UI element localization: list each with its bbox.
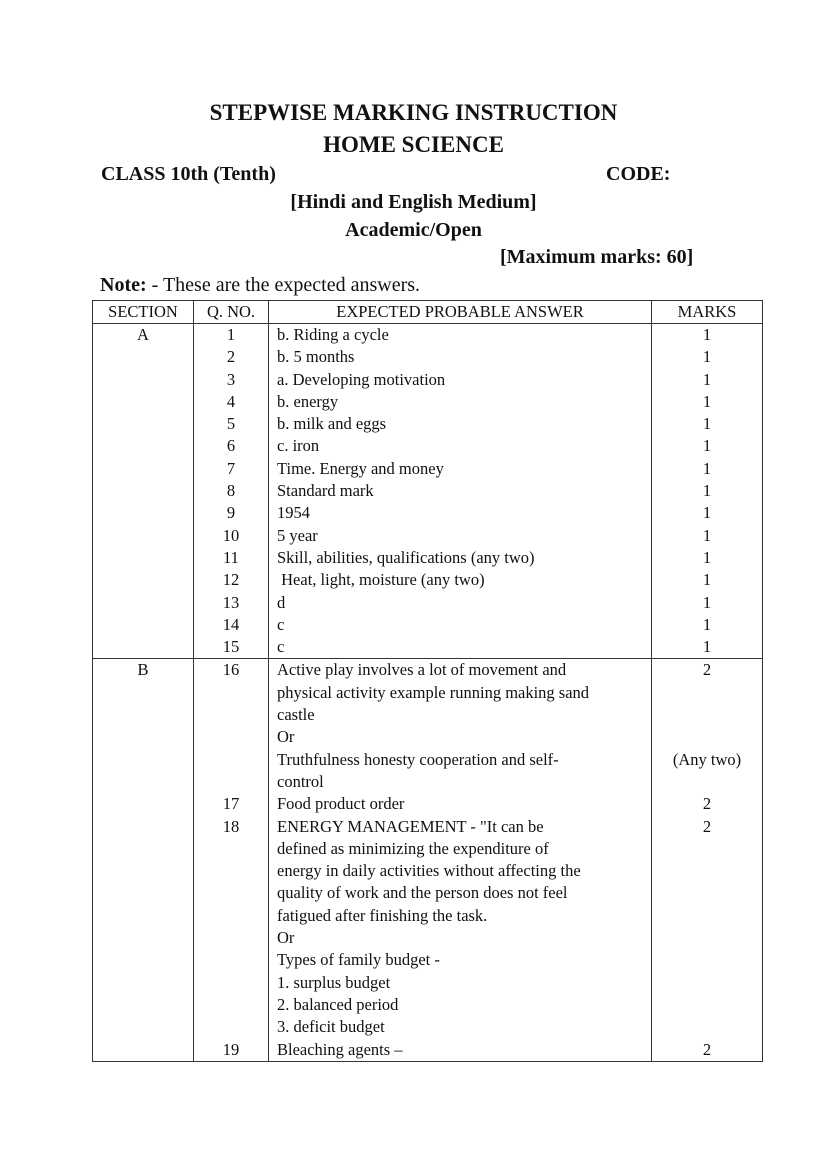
table-row — [93, 413, 763, 435]
marks-cell — [652, 726, 763, 748]
marks-cell: 1 — [652, 614, 763, 636]
table-row — [93, 391, 763, 413]
marks-cell: 1 — [652, 391, 763, 413]
marks-cell: 1 — [652, 502, 763, 524]
section-cell — [93, 682, 194, 704]
section-cell — [93, 413, 194, 435]
section-cell — [93, 592, 194, 614]
medium-label: [Hindi and English Medium] — [290, 191, 537, 213]
table-row — [93, 1039, 763, 1062]
answer-cell: a. Developing motivation — [269, 369, 652, 391]
table-row — [93, 704, 763, 726]
question-number-cell: 15 — [194, 636, 269, 659]
marks-cell — [652, 994, 763, 1016]
question-number-cell: 17 — [194, 793, 269, 815]
section-cell — [93, 547, 194, 569]
marks-cell: 1 — [652, 369, 763, 391]
table-row — [93, 480, 763, 502]
table-row — [93, 592, 763, 614]
table-row — [93, 502, 763, 524]
answer-cell: Or — [269, 726, 652, 748]
question-number-cell — [194, 726, 269, 748]
marks-cell — [652, 882, 763, 904]
marks-cell — [652, 704, 763, 726]
table-row — [93, 636, 763, 659]
marks-cell — [652, 927, 763, 949]
question-number-cell: 4 — [194, 391, 269, 413]
marks-cell — [652, 1016, 763, 1038]
table-row — [93, 838, 763, 860]
marks-cell: 1 — [652, 458, 763, 480]
question-number-cell: 19 — [194, 1039, 269, 1062]
question-number-cell — [194, 860, 269, 882]
marks-cell: 1 — [652, 592, 763, 614]
note-text: - These are the expected answers. — [146, 274, 421, 296]
class-label: CLASS 10th (Tenth) — [101, 163, 276, 185]
question-number-cell: 3 — [194, 369, 269, 391]
marks-cell — [652, 860, 763, 882]
section-cell — [93, 369, 194, 391]
answer-cell: 5 year — [269, 525, 652, 547]
section-cell — [93, 1039, 194, 1062]
answer-cell: castle — [269, 704, 652, 726]
section-cell — [93, 458, 194, 480]
marks-cell — [652, 682, 763, 704]
table-row — [93, 905, 763, 927]
answer-cell: energy in daily activities without affecting the — [269, 860, 652, 882]
marks-cell — [652, 771, 763, 793]
question-number-cell — [194, 771, 269, 793]
section-cell — [93, 346, 194, 368]
section-cell — [93, 771, 194, 793]
section-cell — [93, 793, 194, 815]
section-cell — [93, 435, 194, 457]
marks-cell: 1 — [652, 636, 763, 659]
question-number-cell — [194, 749, 269, 771]
section-cell: B — [93, 659, 194, 682]
question-number-cell: 10 — [194, 525, 269, 547]
section-cell — [93, 569, 194, 591]
section-cell — [93, 860, 194, 882]
marking-table — [92, 300, 763, 1062]
section-cell — [93, 726, 194, 748]
question-number-cell: 13 — [194, 592, 269, 614]
answer-cell: Standard mark — [269, 480, 652, 502]
answer-cell: 2. balanced period — [269, 994, 652, 1016]
table-row — [93, 682, 763, 704]
note-label: Note: — [100, 274, 147, 296]
question-number-cell: 14 — [194, 614, 269, 636]
table-row — [93, 749, 763, 771]
answer-cell: Skill, abilities, qualifications (any two) — [269, 547, 652, 569]
section-cell — [93, 882, 194, 904]
table-header-row — [93, 301, 763, 324]
table-row — [93, 346, 763, 368]
table-row — [93, 659, 763, 682]
section-cell — [93, 905, 194, 927]
question-number-cell: 18 — [194, 816, 269, 838]
section-cell: A — [93, 324, 194, 347]
answer-cell: 1954 — [269, 502, 652, 524]
marks-cell: 1 — [652, 525, 763, 547]
column-header-qno: Q. NO. — [194, 301, 269, 324]
table-row — [93, 458, 763, 480]
code-label: CODE: — [606, 163, 671, 185]
document-title: STEPWISE MARKING INSTRUCTION — [209, 100, 618, 125]
column-header-answer: EXPECTED PROBABLE ANSWER — [269, 301, 652, 324]
answer-cell: c. iron — [269, 435, 652, 457]
section-cell — [93, 972, 194, 994]
section-cell — [93, 614, 194, 636]
question-number-cell: 9 — [194, 502, 269, 524]
question-number-cell — [194, 682, 269, 704]
question-number-cell: 16 — [194, 659, 269, 682]
table-row — [93, 949, 763, 971]
subject-title: HOME SCIENCE — [323, 132, 504, 157]
answer-cell: Active play involves a lot of movement and — [269, 659, 652, 682]
table-row — [93, 547, 763, 569]
question-number-cell — [194, 972, 269, 994]
section-cell — [93, 838, 194, 860]
section-cell — [93, 391, 194, 413]
marks-cell: 2 — [652, 1039, 763, 1062]
table-row — [93, 324, 763, 347]
answer-cell: physical activity example running making sand — [269, 682, 652, 704]
column-header-section: SECTION — [93, 301, 194, 324]
table-row — [93, 771, 763, 793]
marks-cell: 1 — [652, 480, 763, 502]
marks-cell: 1 — [652, 435, 763, 457]
section-cell — [93, 994, 194, 1016]
marks-cell: 1 — [652, 569, 763, 591]
marks-cell: 1 — [652, 547, 763, 569]
answer-cell: d — [269, 592, 652, 614]
section-cell — [93, 525, 194, 547]
answer-cell: ENERGY MANAGEMENT - "It can be — [269, 816, 652, 838]
question-number-cell: 1 — [194, 324, 269, 347]
answer-cell: c — [269, 636, 652, 659]
answer-cell: c — [269, 614, 652, 636]
column-header-marks: MARKS — [652, 301, 763, 324]
marks-cell: 1 — [652, 413, 763, 435]
section-cell — [93, 816, 194, 838]
marks-cell — [652, 949, 763, 971]
answer-cell: Time. Energy and money — [269, 458, 652, 480]
question-number-cell: 2 — [194, 346, 269, 368]
table-row — [93, 435, 763, 457]
marks-cell: 1 — [652, 324, 763, 347]
table-row — [93, 525, 763, 547]
answer-cell: Heat, light, moisture (any two) — [269, 569, 652, 591]
answer-cell: b. 5 months — [269, 346, 652, 368]
marks-cell — [652, 838, 763, 860]
question-number-cell — [194, 838, 269, 860]
answer-cell: 1. surplus budget — [269, 972, 652, 994]
answer-cell: Truthfulness honesty cooperation and self- — [269, 749, 652, 771]
marks-cell: 2 — [652, 793, 763, 815]
question-number-cell — [194, 927, 269, 949]
question-number-cell — [194, 704, 269, 726]
table-row — [93, 972, 763, 994]
answer-cell: Bleaching agents – — [269, 1039, 652, 1062]
section-cell — [93, 636, 194, 659]
stream-label: Academic/Open — [345, 219, 482, 241]
answer-cell: fatigued after finishing the task. — [269, 905, 652, 927]
note — [100, 274, 420, 297]
table-row — [93, 816, 763, 838]
table-row — [93, 994, 763, 1016]
section-cell — [93, 480, 194, 502]
section-cell — [93, 749, 194, 771]
answer-cell: quality of work and the person does not feel — [269, 882, 652, 904]
table-row — [93, 369, 763, 391]
table-row — [93, 860, 763, 882]
answer-cell: defined as minimizing the expenditure of — [269, 838, 652, 860]
question-number-cell — [194, 1016, 269, 1038]
question-number-cell: 7 — [194, 458, 269, 480]
section-cell — [93, 1016, 194, 1038]
section-cell — [93, 502, 194, 524]
max-marks-label: [Maximum marks: 60] — [500, 246, 694, 268]
question-number-cell: 5 — [194, 413, 269, 435]
section-cell — [93, 704, 194, 726]
marks-cell: 1 — [652, 346, 763, 368]
marks-cell: (Any two) — [652, 749, 763, 771]
answer-cell: b. milk and eggs — [269, 413, 652, 435]
table-row — [93, 569, 763, 591]
question-number-cell — [194, 905, 269, 927]
section-cell — [93, 949, 194, 971]
question-number-cell: 6 — [194, 435, 269, 457]
answer-cell: Or — [269, 927, 652, 949]
question-number-cell: 8 — [194, 480, 269, 502]
section-cell — [93, 927, 194, 949]
table-row — [93, 1016, 763, 1038]
answer-cell: control — [269, 771, 652, 793]
question-number-cell — [194, 949, 269, 971]
table-row — [93, 927, 763, 949]
marks-cell — [652, 905, 763, 927]
question-number-cell — [194, 882, 269, 904]
question-number-cell: 11 — [194, 547, 269, 569]
answer-cell: b. Riding a cycle — [269, 324, 652, 347]
answer-cell: Types of family budget - — [269, 949, 652, 971]
question-number-cell: 12 — [194, 569, 269, 591]
marks-cell: 2 — [652, 659, 763, 682]
answer-cell: Food product order — [269, 793, 652, 815]
answer-cell: b. energy — [269, 391, 652, 413]
answer-cell: 3. deficit budget — [269, 1016, 652, 1038]
table-row — [93, 793, 763, 815]
table-row — [93, 882, 763, 904]
marks-cell — [652, 972, 763, 994]
table-row — [93, 726, 763, 748]
table-row — [93, 614, 763, 636]
question-number-cell — [194, 994, 269, 1016]
marks-cell: 2 — [652, 816, 763, 838]
